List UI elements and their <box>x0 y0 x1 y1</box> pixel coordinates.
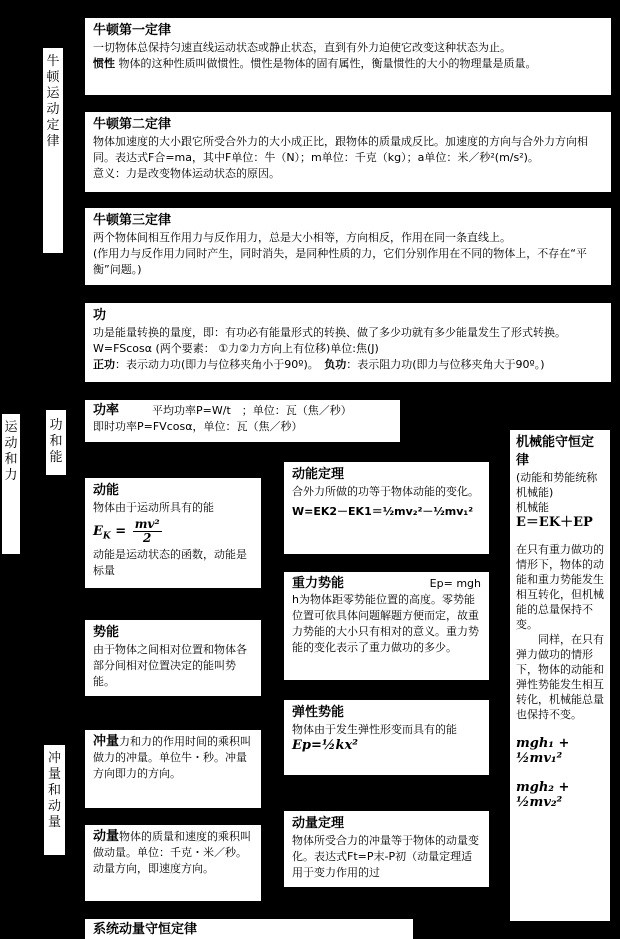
category-work-energy <box>46 410 66 475</box>
work-text: 功是能量转换的量度，即：有功必有能量形式的转换、做了多少功就有多少能量发生了形式转换。W=FScosα (两个要素： ①力②力方向上有位移)单位:焦(J) <box>93 326 566 355</box>
inertia-label: 惯性 <box>93 57 115 70</box>
work-box <box>85 303 611 382</box>
newton-first-law-text: 一切物体总保持匀速直线运动状态或静止状态，直到有外力迫使它改变这种状态为止。 <box>93 41 511 54</box>
newton-second-law-box <box>85 112 611 192</box>
newton-second-law-title: 牛顿第二定律 <box>93 117 172 132</box>
category-work-energy-text: 功和能 <box>49 418 63 465</box>
elastic-pe-formula: Ep=½kx² <box>292 738 358 753</box>
newton-third-law-title: 牛顿第三定律 <box>93 213 172 228</box>
category-motion-force-text: 运动和力 <box>4 420 18 483</box>
ek-fraction <box>133 518 162 545</box>
impulse-text-line <box>93 734 253 782</box>
work-title: 功 <box>93 308 107 323</box>
mech-energy-para1: 在只有重力做功的情形下，物体的动能和重力势能发生相互转化，但机械能的总量保持不变。 <box>516 543 604 631</box>
kinetic-energy-def: 物体由于运动所具有的能 <box>93 501 214 514</box>
potential-energy-title: 势能 <box>93 625 120 640</box>
conservation-momentum-title: 系统动量守恒定律 <box>93 922 198 937</box>
momentum-theorem-text: 物体所受合力的冲量等于物体的动量变化。表达式Ft=P末-P初（动量定理适用于变力作用的过 <box>292 834 479 879</box>
mech-energy-box <box>510 430 610 921</box>
kinetic-energy-box <box>85 478 261 588</box>
power-avg-line <box>93 403 392 419</box>
gravity-pe-formula: Ep= mgh <box>429 577 481 590</box>
ke-theorem-text: 合外力所做的功等于物体动能的变化。 <box>292 485 479 498</box>
mech-energy-formula: E＝EK＋EP <box>516 515 593 530</box>
positive-work-text: ：表示动力功(即力与位移夹角小于90º)。 <box>115 358 314 371</box>
mech-energy-subtitle: (动能和势能统称机械能) <box>516 471 598 499</box>
newton-second-law-text: 物体加速度的大小跟它所受合外力的大小成正比，跟物体的质量成反比。加速度的方向与合外力方向相同。表达式F合=ma，其中F单位：牛（N）；m单位：千克（kg）；a单位：米／秒²(m/s²)。 <box>93 135 588 164</box>
positive-work-label: 正功 <box>93 358 115 371</box>
ek-subscript: K <box>102 531 111 542</box>
ke-theorem-box <box>284 462 489 554</box>
ek-symbol: E <box>93 524 103 539</box>
ke-theorem-formula: W=EK2－EK1＝½mv₂²－½mv₁² <box>292 505 474 518</box>
mech-energy-eq1: mgh₁ + ½mv₁² <box>516 736 570 766</box>
potential-energy-box <box>85 620 261 696</box>
category-impulse-momentum-text: 冲量和动量 <box>47 751 61 830</box>
impulse-box <box>85 730 261 808</box>
elastic-pe-text: 物体由于发生弹性形变而具有的能 <box>292 723 457 736</box>
ek-numerator: mv² <box>134 517 160 531</box>
gravity-pe-text: h为物体距零势能位置的高度。零势能位置可依具体问题解题方便而定，故重力势能的大小只有相对的意义。重力势能的变化表示了重力做功的多少。 <box>292 593 479 654</box>
mech-energy-label: 机械能 <box>516 501 549 514</box>
category-newton-laws <box>43 48 63 253</box>
kinetic-energy-title: 动能 <box>93 483 120 498</box>
category-newton-laws-text: 牛顿运动定律 <box>46 54 60 149</box>
kinetic-energy-formula: $E_K$ = $\frac{\text{mv²}}{2}$ <box>93 517 160 545</box>
category-motion-force <box>2 414 20 554</box>
momentum-text: 物体的质量和速度的乘积叫做动量。单位：千克・米／秒。动量方向，即速度方向。 <box>93 830 252 875</box>
impulse-title: 冲量 <box>93 734 120 749</box>
momentum-text-line <box>93 829 253 877</box>
momentum-theorem-title: 动量定理 <box>292 816 345 831</box>
conservation-momentum-box <box>85 919 413 939</box>
inertia-line <box>93 56 603 72</box>
newton-second-law-meaning: 意义：力是改变物体运动状态的原因。 <box>93 167 280 180</box>
negative-work-label: 负功 <box>324 358 347 371</box>
momentum-theorem-box <box>284 811 489 887</box>
elastic-pe-title: 弹性势能 <box>292 705 345 720</box>
kinetic-energy-note: 动能是运动状态的函数，动能是标量 <box>93 548 247 577</box>
momentum-box <box>85 825 261 901</box>
power-box <box>85 400 400 442</box>
power-title: 功率 <box>93 403 120 418</box>
mech-energy-para2: 同样，在只有弹力做功的情形下，物体的动能和弹性势能发生相互转化，机械能总量也保持不变。 <box>516 633 604 721</box>
category-impulse-momentum <box>44 745 65 855</box>
newton-third-law-text: 两个物体间相互作用力与反作用力，总是大小相等，方向相反，作用在同一条直线上。 <box>93 231 511 244</box>
gravity-pe-title: 重力势能 <box>292 576 345 591</box>
momentum-title: 动量 <box>93 829 120 844</box>
inertia-text: 物体的这种性质叫做惯性。惯性是物体的固有属性，衡量惯性的大小的物理量是质量。 <box>115 57 537 70</box>
work-sign-line <box>93 357 603 373</box>
mech-energy-eq2: mgh₂ + ½mv₂² <box>516 780 570 810</box>
gravity-pe-box <box>284 572 489 680</box>
power-avg: 平均功率P=W/t ；单位：瓦（焦／秒） <box>152 404 352 417</box>
negative-work-text: ：表示阻力功(即力与位移夹角大于90º。) <box>346 358 545 371</box>
ke-theorem-title: 动能定理 <box>292 467 345 482</box>
newton-first-law-title: 牛顿第一定律 <box>93 23 172 38</box>
mech-energy-title: 机械能守恒定律 <box>516 435 595 468</box>
potential-energy-text: 由于物体之间相对位置和物体各部分间相对位置决定的能叫势能。 <box>93 643 247 688</box>
newton-first-law-box <box>85 18 611 95</box>
newton-third-law-note: (作用力与反作用力同时产生，同时消失，是同种性质的力，它们分别作用在不同的物体上，不存在“平衡”问题。) <box>93 247 587 276</box>
gravity-pe-header <box>292 576 481 592</box>
newton-third-law-box <box>85 208 611 285</box>
elastic-pe-box <box>284 700 489 775</box>
ek-denominator: 2 <box>142 531 152 545</box>
impulse-text: 力和力的作用时间的乘积叫做力的冲量。单位牛・秒。冲量方向即力的方向。 <box>93 735 252 780</box>
power-inst: 即时功率P=FVcosα，单位：瓦（焦／秒） <box>93 420 303 433</box>
